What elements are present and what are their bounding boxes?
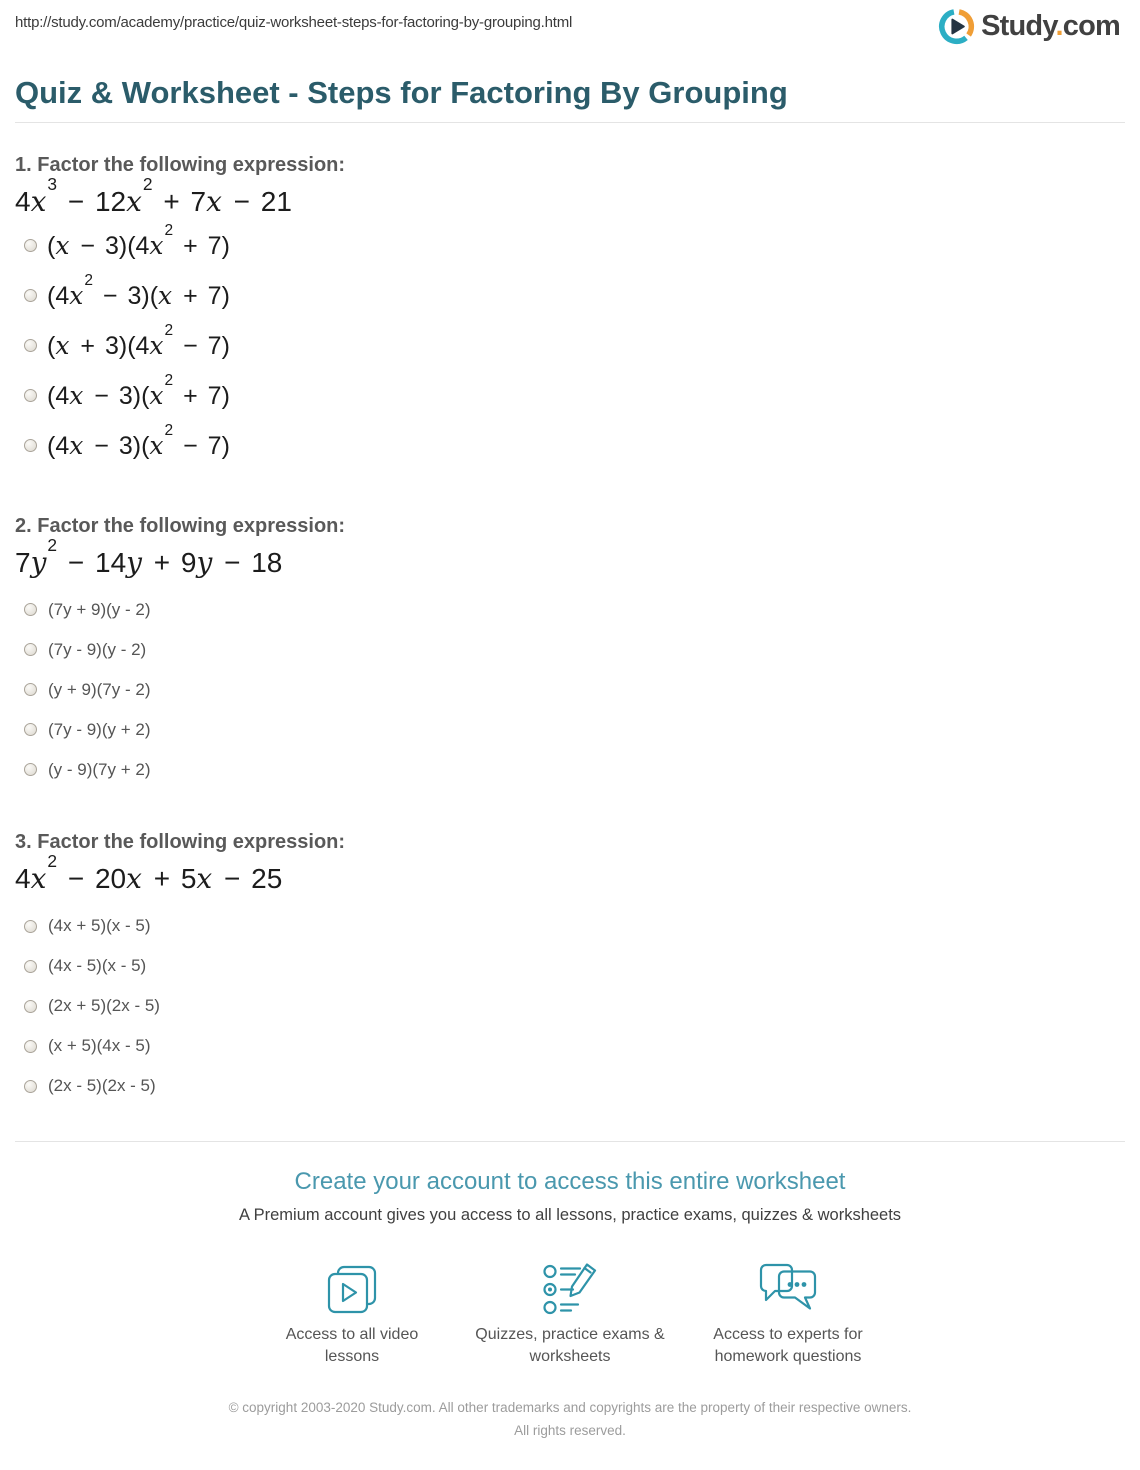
answer-option[interactable] <box>15 221 1125 279</box>
page-title: Quiz & Worksheet - Steps for Factoring By Grouping <box>15 75 788 110</box>
question-2 <box>15 515 1125 790</box>
answer-option[interactable] <box>15 710 1125 750</box>
radio-button[interactable] <box>24 643 37 656</box>
footer-divider <box>15 1141 1125 1142</box>
features-row <box>0 1259 1140 1367</box>
logo-play-icon <box>938 8 975 45</box>
video-lessons-icon <box>325 1265 379 1315</box>
radio-button[interactable] <box>24 1080 37 1093</box>
copyright-text: © copyright 2003-2020 Study.com. All other trademarks and copyrights are the property of their respective owners. All rights reserved. <box>228 1400 912 1438</box>
question-3 <box>15 831 1125 1106</box>
answer-option-label[interactable]: $(4x - 3)(x^2 + 7)$ <box>47 371 230 410</box>
answer-options <box>15 590 1125 790</box>
answer-options <box>15 221 1125 479</box>
feature-label: Quizzes, practice exams & worksheets <box>475 1326 665 1365</box>
radio-button[interactable] <box>24 1000 37 1013</box>
question-expression: $4x^2 - 20x + 5x - 25$ <box>15 850 283 895</box>
answer-option-label[interactable]: (7y - 9)(y + 2) <box>48 719 151 739</box>
feature-video-lessons <box>243 1259 461 1367</box>
radio-button[interactable] <box>24 683 37 696</box>
question-label: 1. Factor the following expression: <box>15 154 346 177</box>
answer-option[interactable] <box>15 630 1125 670</box>
radio-button[interactable] <box>24 239 37 252</box>
answer-option[interactable] <box>15 906 1125 946</box>
answer-option-label[interactable]: (7y + 9)(y - 2) <box>48 599 151 619</box>
chat-experts-icon <box>757 1262 819 1315</box>
answer-option[interactable] <box>15 946 1125 986</box>
answer-option[interactable] <box>15 750 1125 790</box>
answer-option[interactable] <box>15 986 1125 1026</box>
answer-option-label[interactable]: (y - 9)(7y + 2) <box>48 759 151 779</box>
question-1 <box>15 154 1125 478</box>
page-header <box>0 0 1140 54</box>
feature-label: Access to all video lessons <box>285 1326 419 1365</box>
answer-option-label[interactable]: (y + 9)(7y - 2) <box>48 679 151 699</box>
answer-option-label[interactable]: (4x - 5)(x - 5) <box>48 956 147 976</box>
question-label: 3. Factor the following expression: <box>15 830 346 853</box>
feature-experts <box>679 1259 897 1367</box>
answer-option[interactable] <box>15 271 1125 329</box>
radio-button[interactable] <box>24 439 37 452</box>
radio-button[interactable] <box>24 389 37 402</box>
answer-option[interactable] <box>15 421 1125 479</box>
logo-text: Study.com <box>981 10 1120 42</box>
answer-option[interactable] <box>15 670 1125 710</box>
answer-options <box>15 906 1125 1106</box>
answer-option-label[interactable]: (2x - 5)(2x - 5) <box>48 1076 156 1096</box>
feature-label: Access to experts for homework questions <box>713 1326 863 1365</box>
quiz-worksheet-icon <box>541 1262 599 1315</box>
feature-quizzes <box>461 1259 679 1367</box>
radio-button[interactable] <box>24 603 37 616</box>
radio-button[interactable] <box>24 289 37 302</box>
radio-button[interactable] <box>24 960 37 973</box>
question-expression: $4x^3 - 12x^2 + 7x - 21$ <box>15 174 292 219</box>
answer-option[interactable] <box>15 371 1125 429</box>
studycom-logo[interactable] <box>938 8 1120 45</box>
answer-option-label[interactable]: (x + 5)(4x - 5) <box>48 1036 151 1056</box>
answer-option-label[interactable]: (7y - 9)(y - 2) <box>48 639 147 659</box>
answer-option-label[interactable]: (4x + 5)(x - 5) <box>48 916 151 936</box>
radio-button[interactable] <box>24 920 37 933</box>
premium-subheading: A Premium account gives you access to all lessons, practice exams, quizzes & worksheets <box>238 1206 902 1225</box>
answer-option-label[interactable]: $(x - 3)(4x^2 + 7)$ <box>47 221 230 260</box>
radio-button[interactable] <box>24 339 37 352</box>
question-expression: $7y^2 - 14y + 9y - 18$ <box>15 534 283 579</box>
logo-dot: . <box>1055 10 1063 42</box>
answer-option[interactable] <box>15 1066 1125 1106</box>
radio-button[interactable] <box>24 723 37 736</box>
title-divider <box>15 122 1125 123</box>
radio-button[interactable] <box>24 763 37 776</box>
answer-option-label[interactable]: $(4x - 3)(x^2 - 7)$ <box>47 421 230 460</box>
answer-option-label[interactable]: (2x + 5)(2x - 5) <box>48 996 160 1016</box>
radio-button[interactable] <box>24 1040 37 1053</box>
page-url: http://study.com/academy/practice/quiz-worksheet-steps-for-factoring-by-grouping.html <box>15 14 573 31</box>
answer-option[interactable] <box>15 1026 1125 1066</box>
question-label: 2. Factor the following expression: <box>15 514 346 537</box>
answer-option-label[interactable]: $(4x^2 - 3)(x + 7)$ <box>47 271 230 310</box>
create-account-heading: Create your account to access this entire worksheet <box>294 1168 846 1196</box>
answer-option[interactable] <box>15 321 1125 379</box>
answer-option-label[interactable]: $(x + 3)(4x^2 - 7)$ <box>47 321 230 360</box>
answer-option[interactable] <box>15 590 1125 630</box>
